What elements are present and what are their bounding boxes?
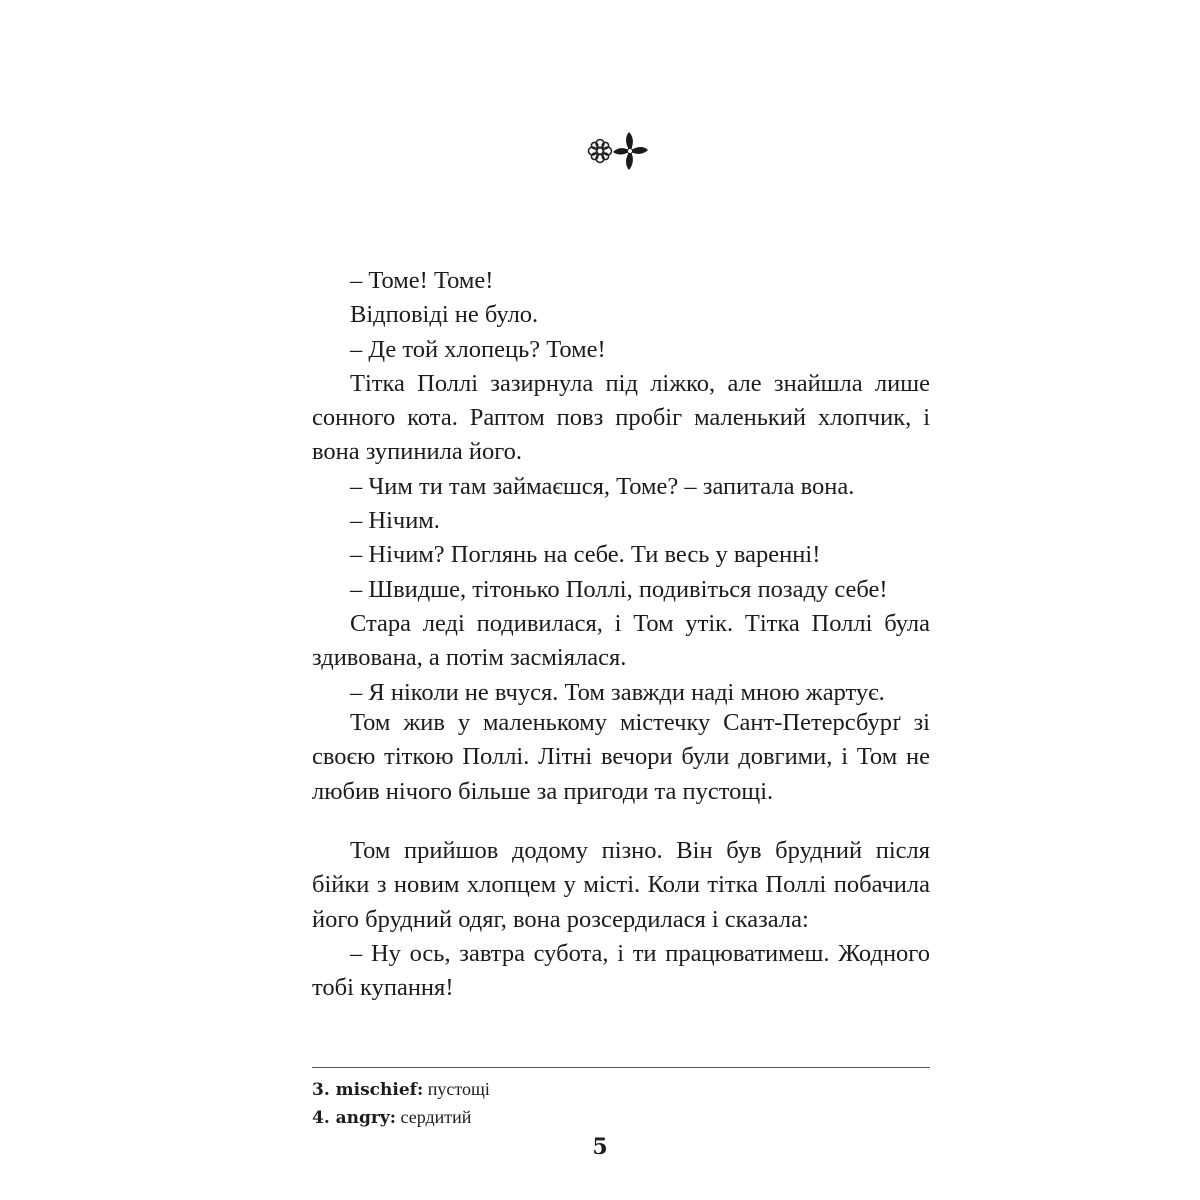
paragraph: – Нічим.: [350, 507, 440, 535]
paragraph: – Нічим? Поглянь на себе. Ти весь у варенні!: [350, 541, 821, 569]
footnote-translation: сердитий: [400, 1107, 472, 1127]
footnote-item: [312, 1076, 930, 1104]
footnote-translation: пустощі: [427, 1079, 490, 1099]
paragraph: Тітка Поллі зазирнула під ліжко, але знайшла лише сонного кота. Раптом повз пробіг маленький хлопчик, і вона зупинила його.: [312, 369, 930, 466]
footnote-item: [312, 1104, 930, 1132]
paragraph: – Томе! Томе!: [350, 267, 494, 294]
paragraph: – Я ніколи не вчуся. Том завжди наді мною жартує.: [350, 678, 885, 706]
story-block-2: [312, 706, 930, 809]
footnote-term: 3. mischief:: [312, 1080, 424, 1100]
paragraph: – Ну ось, завтра субота, і ти працюватимеш. Жодного тобі купання!: [312, 939, 930, 1002]
paragraph: Відповіді не було.: [350, 301, 539, 329]
paragraph: Том прийшов додому пізно. Він був брудний після бійки з новим хлопцем у місті. Коли тітка Поллі побачила його брудний одяг, вона розсердилася і сказала:: [312, 837, 930, 933]
footnotes: [312, 1076, 930, 1132]
story-block-1: [312, 264, 930, 710]
footnote-term: 4. angry:: [312, 1108, 397, 1128]
story-block-3: [312, 834, 930, 1005]
paragraph: Стара леді подивилася, і Том утік. Тітка Поллі була здивована, а потім засміялася.: [312, 609, 930, 672]
paragraph: – Швидше, тітонько Поллі, подивіться позаду себе!: [350, 575, 888, 603]
paragraph: Том жив у маленькому містечку Сант-Петерсбурґ зі своєю тіткою Поллі. Літні вечори були довгими, і Том не любив нічого більше за пригоди та пустощі.: [312, 709, 930, 805]
paragraph: – Де той хлопець? Томе!: [350, 335, 606, 363]
footnote-divider: [312, 1067, 930, 1068]
floral-ornament-icon: [582, 128, 662, 174]
paragraph: – Чим ти там займаєшся, Томе? – запитала вона.: [350, 472, 855, 500]
page-number: 5: [592, 1134, 608, 1160]
